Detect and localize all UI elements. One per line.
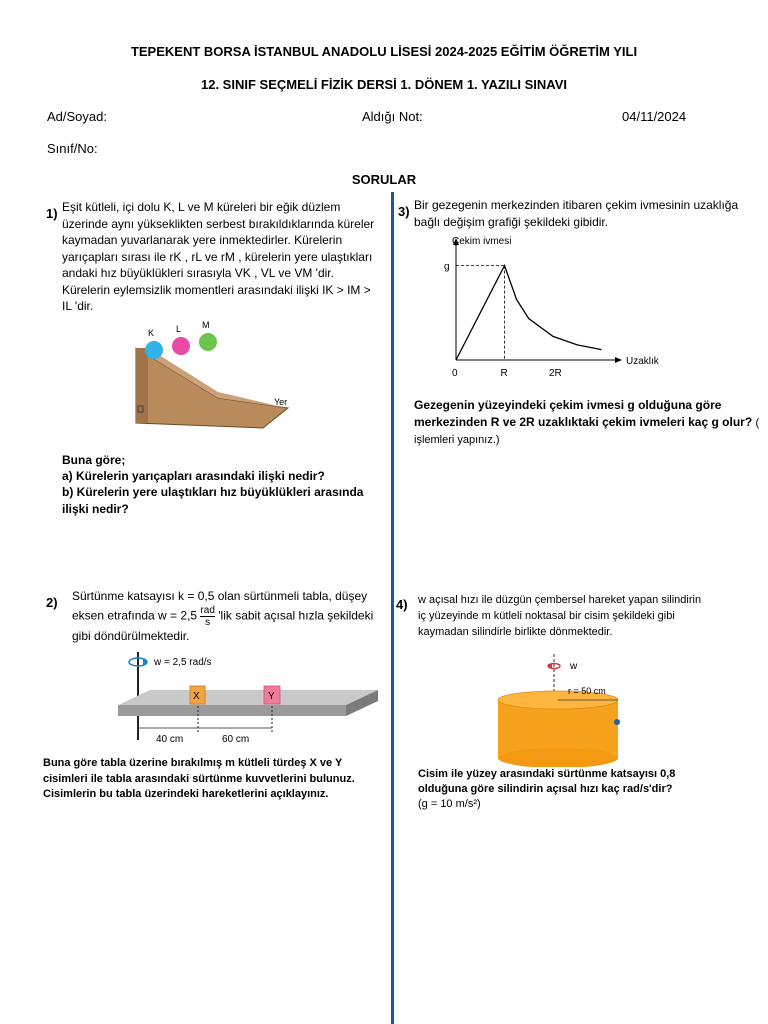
- q2-distance-1: 40 cm: [156, 734, 184, 745]
- q2-question: Buna göre tabla üzerine bırakılmış m kütleli türdeş X ve Y cisimleri ile tabla arasındaki sürtünme kuvvetlerini bulunuz. Cisimlerin bu tabla üzerindeki hareketlerini açıklayınız.: [43, 757, 355, 800]
- q3-number: 3): [398, 204, 410, 219]
- class-label: Sınıf/No:: [47, 141, 98, 156]
- x-tick-label: 0: [452, 368, 458, 379]
- q2-table-figure: [110, 650, 390, 745]
- label-ground: Yer: [274, 397, 288, 407]
- q4-question-note: (g = 10 m/s²): [418, 798, 481, 810]
- point-mass: [614, 719, 620, 725]
- q4-cylinder-figure: [490, 652, 630, 767]
- q2-fraction-den: s: [205, 616, 211, 628]
- label-k: K: [148, 328, 155, 338]
- q1-text: Eşit kütleli, içi dolu K, L ve M küreleri bir eğik düzlem üzerinde aynı yükseklikten serbest bırakıldıklarında küreler kaymadan yuvarlanarak yere inmektedirler. Kürelerin yarıçapları sırası ile rK , rL ve rM , kürelerin yere ulaştıkları andaki hız büyüklükleri sırasıyla VK , VL ve VM 'dir. Kürelerin eylemsizlik momentleri arasındaki ilişki IK > IM > IL 'dir.: [62, 200, 375, 313]
- chart-y-label: Çekim ivmesi: [452, 236, 512, 247]
- school-title: TEPEKENT BORSA İSTANBUL ANADOLU LİSESİ 2024-2025 EĞİTİM ÖĞRETİM YILI: [130, 44, 638, 59]
- q2-omega-label: w = 2,5 rad/s: [154, 657, 212, 668]
- exam-date: 04/11/2024: [622, 109, 687, 124]
- label-l: L: [176, 324, 182, 334]
- name-label: Ad/Soyad:: [47, 109, 107, 124]
- q3-question: [414, 397, 760, 449]
- sphere-k: [145, 341, 163, 359]
- q2-fraction-num: rad: [200, 604, 215, 616]
- q3-text: Bir gezegenin merkezinden itibaren çekim ivmesinin uzaklığa bağlı değişim grafiği şekildeki gibidir.: [414, 198, 739, 229]
- x-tick-label: 2R: [548, 368, 562, 379]
- q2-number: 2): [46, 595, 58, 610]
- chart-x-axis-arrow: [615, 357, 622, 363]
- q4-radius-label: r = 50 cm: [568, 686, 606, 696]
- q2-text-2: 'lik sabit açısal hızla şekildeki gibi döndürülmektedir.: [72, 608, 374, 643]
- q1-number: 1): [46, 206, 58, 221]
- q3-gravity-chart: [430, 232, 710, 382]
- q2-distance-2: 60 cm: [222, 734, 250, 745]
- sphere-m: [199, 333, 217, 351]
- q4-question-bold: Cisim ile yüzey arasındaki sürtünme katsayısı 0,8 olduğuna göre silindirin açısal hızı kaç rad/s'dir?: [418, 768, 676, 795]
- label-m: M: [202, 320, 210, 330]
- q1-part-b: b) Kürelerin yere ulaştıkları hız büyüklükleri arasında ilişki nedir?: [62, 485, 364, 516]
- q4-text: w açısal hızı ile düzgün çembersel hareket yapan silindirin iç yüzeyinde m kütleli noktasal bir cisim şekildeki gibi kaymadan silindirle birlikte dönmektedir.: [418, 594, 702, 638]
- q1-prompt: Buna göre;: [62, 453, 126, 467]
- column-divider: [391, 192, 394, 1024]
- chart-x-label: Uzaklık: [626, 356, 659, 367]
- section-title: SORULAR: [351, 172, 417, 187]
- block-x-label: X: [193, 691, 200, 702]
- y-tick-label: g: [444, 261, 450, 273]
- q4-question: [418, 767, 718, 812]
- q2-fraction: [200, 605, 214, 628]
- x-tick-label: R: [500, 368, 508, 379]
- exam-title: 12. SINIF SEÇMELİ FİZİK DERSİ 1. DÖNEM 1. YAZILI SINAVI: [201, 77, 567, 92]
- q2-text-1: Sürtünme katsayısı k = 0,5 olan sürtünmeli tabla, düşey eksen etrafında w = 2,5: [72, 589, 368, 623]
- series-line: [456, 266, 602, 360]
- q3-question-bold: Gezegenin yüzeyindeki çekim ivmesi g olduğuna göre merkezinden R ve 2R uzaklıktaki çekim ivmeleri kaç g olur?: [414, 398, 753, 429]
- q3-question-note: ( işlemleri yapınız.): [414, 416, 760, 446]
- q2-text: [72, 588, 382, 644]
- q1-part-a: a) Kürelerin yarıçapları arasındaki ilişki nedir?: [62, 469, 325, 483]
- block-y-label: Y: [268, 691, 275, 702]
- q1-incline-figure: [128, 318, 303, 436]
- q4-number: 4): [396, 597, 408, 612]
- sphere-l: [172, 337, 190, 355]
- grade-label: Aldığı Not:: [362, 109, 423, 124]
- q4-omega-label: w: [570, 661, 578, 672]
